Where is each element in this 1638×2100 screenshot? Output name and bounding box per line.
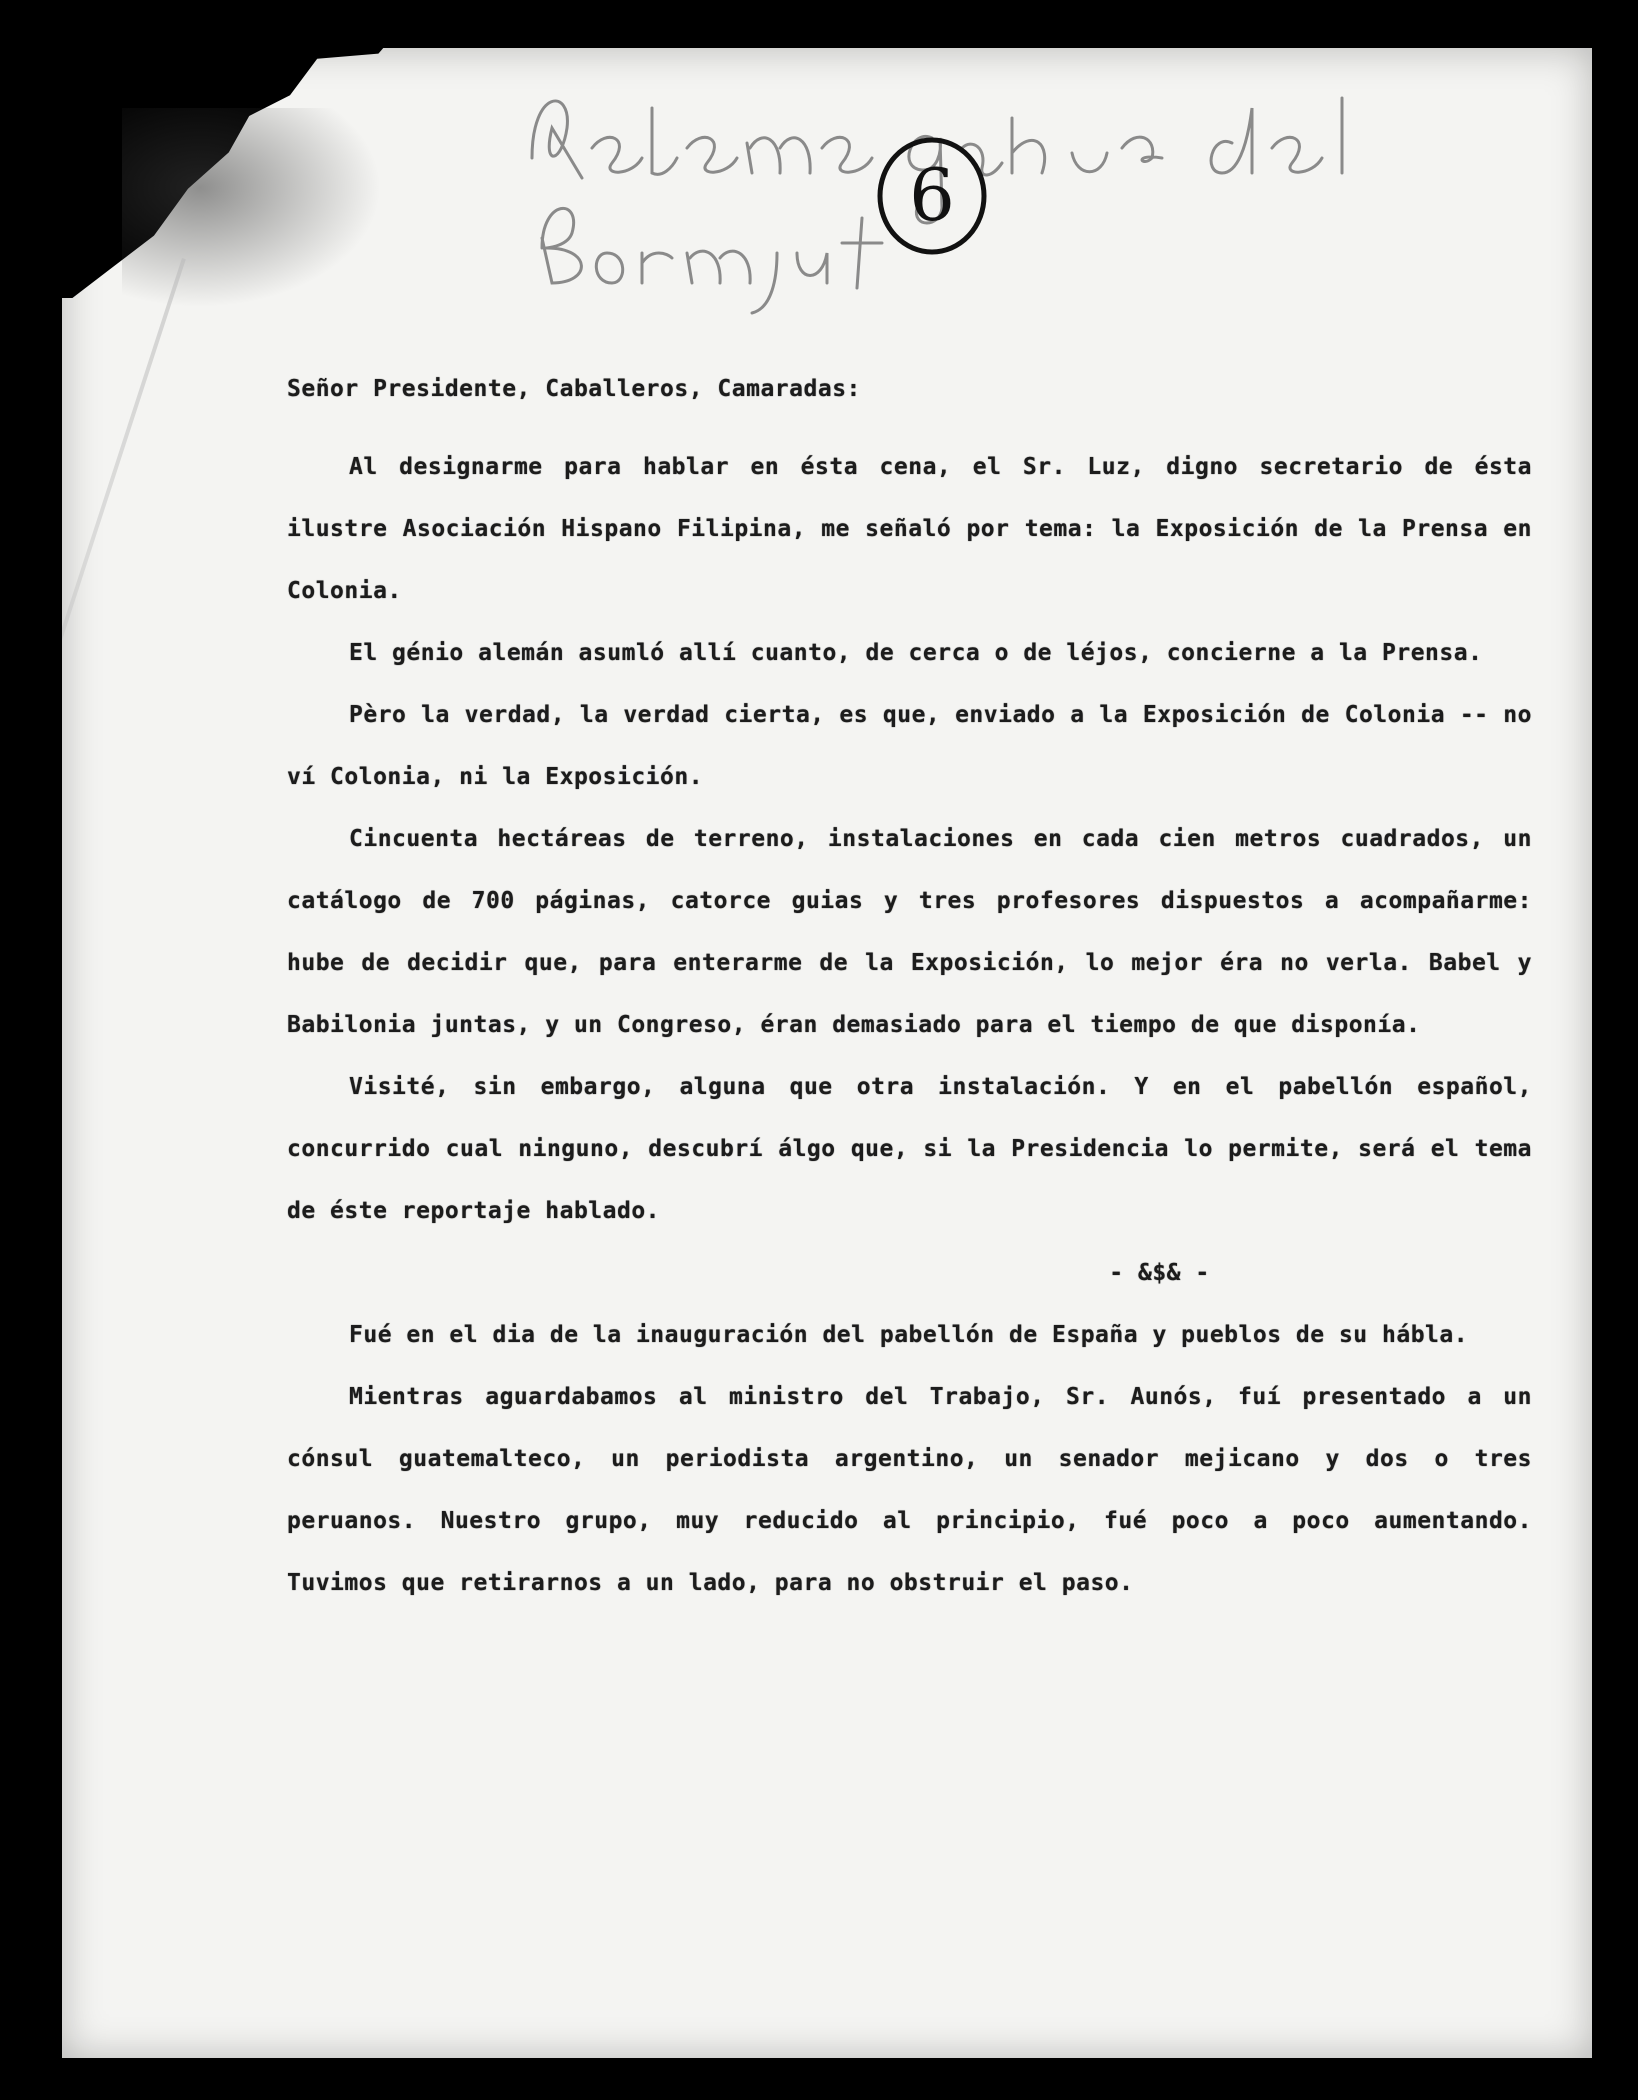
paragraph-6: Fué en el dia de la inauguración del pabellón de España y pueblos de su hábla. bbox=[349, 1322, 1469, 1348]
circled-number-icon bbox=[870, 130, 1000, 260]
fold-crease bbox=[62, 258, 186, 1210]
page-number: 6 bbox=[909, 153, 955, 237]
paragraph-2: El génio alemán asumló allí cuanto, de cerca o de léjos, concierne a la Prensa. bbox=[349, 640, 1483, 666]
paragraph-1: Al designarme para hablar en ésta cena, el Sr. Luz, digno secretario de ésta ilustre Asociación Hispano Filipina, me señaló por tema: la Exposición de la Prensa en Colonia. bbox=[287, 454, 1532, 604]
typed-text-body bbox=[287, 358, 1532, 1614]
page-number-mark bbox=[870, 130, 1000, 260]
paragraph-3: Pèro la verdad, la verdad cierta, es que, enviado a la Exposición de Colonia -- no ví Colonia, ni la Exposición. bbox=[287, 702, 1532, 790]
paper-sheet bbox=[62, 48, 1592, 2058]
tear-shadow bbox=[122, 108, 382, 308]
paragraph-5: Visité, sin embargo, alguna que otra instalación. Y en el pabellón español, concurrido cual ninguno, descubrí álgo que, si la Presidencia lo permite, será el tema de éste reportaje hablado. bbox=[287, 1074, 1532, 1224]
paragraph-4: Cincuenta hectáreas de terreno, instalaciones en cada cien metros cuadrados, un catálogo de 700 páginas, catorce guias y tres profesores dispuestos a acompañarme: hube de decidir que, para enterarme de la Exposición, lo mejor éra no verla. Babel y Babilonia juntas, y un Congreso, éran demasiado para el tiempo de que disponía. bbox=[287, 826, 1532, 1038]
paragraph-7: Mientras aguardabamos al ministro del Trabajo, Sr. Aunós, fuí presentado a un cónsul guatemalteco, un periodista argentino, un senador mejicano y dos o tres peruanos. Nuestro grupo, muy reducido al principio, fué poco a poco aumentando. Tuvimos que retirarnos a un lado, para no obstruir el paso. bbox=[287, 1384, 1532, 1596]
section-separator: - &$& - bbox=[1109, 1260, 1210, 1286]
salutation: Señor Presidente, Caballeros, Camaradas: bbox=[287, 376, 861, 402]
